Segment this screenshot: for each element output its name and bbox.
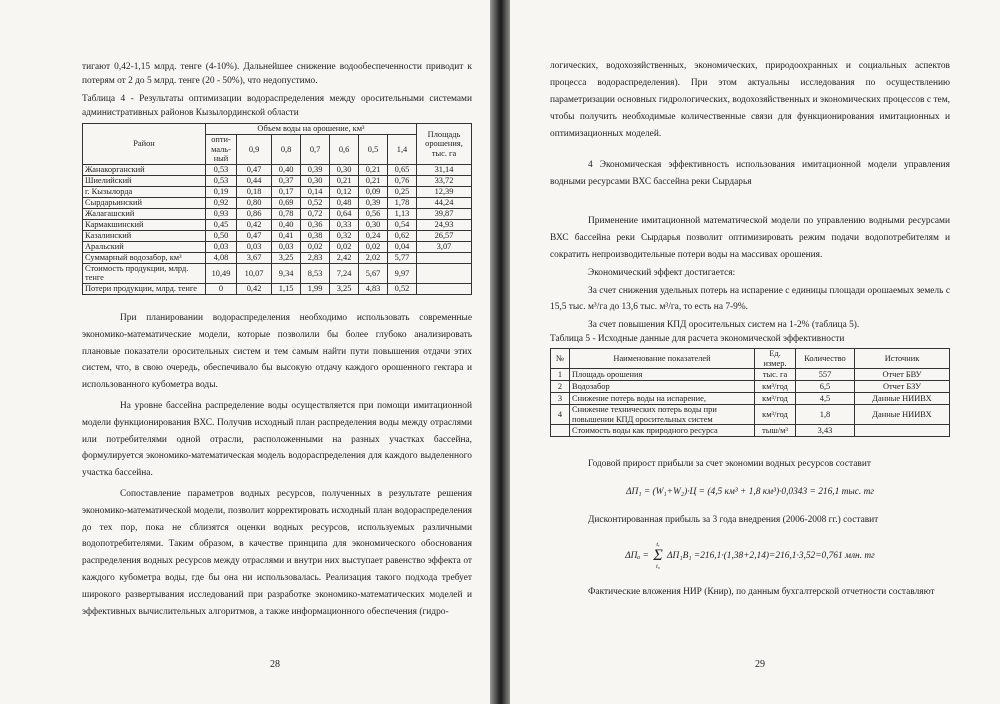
table4-cell-value: 0,47	[237, 230, 272, 241]
right-paragraph-last: Фактические вложения НИР (Книр), по данным бухгалтерской отчетности составляют	[588, 587, 935, 598]
right-paragraph-effect: Экономический эффект достигается:	[588, 268, 736, 278]
table4-cell-value: 1,99	[301, 283, 330, 294]
table4-cell-value: 4,08	[206, 252, 237, 263]
table4-cell-district: г. Кызылорда	[83, 186, 206, 197]
right-page	[510, 0, 1000, 704]
table4-cell-value: 0,38	[301, 230, 330, 241]
table4-cell-value: 0,52	[301, 197, 330, 208]
table5-cell: Снижение потерь воды на испарение,	[570, 393, 755, 405]
table5-cell: 2	[551, 381, 570, 393]
formula2-right: ΔП₁B₁ =216,1·(1,38+2,14)=216,1·3,52=0,761 млн. тг	[667, 551, 875, 562]
table4-cell-value: 39,87	[417, 208, 472, 219]
table5-header-quantity: Количество	[796, 349, 855, 369]
table4-cell-value: 3,25	[272, 252, 301, 263]
table5-cell: 1,8	[796, 405, 855, 425]
table4-cell-value: 0,03	[206, 241, 237, 252]
table5	[550, 348, 950, 437]
table4-cell-value: 2,42	[330, 252, 359, 263]
table4-cell-value: 0,19	[206, 186, 237, 197]
table4-row	[83, 263, 472, 283]
table4-cell-value	[417, 252, 472, 263]
table4-cell-value: 0,42	[237, 219, 272, 230]
table4-cell-district: Жанакорганский	[83, 164, 206, 175]
table5-cell: км³/год	[755, 381, 796, 393]
table4-cell-value: 0,50	[206, 230, 237, 241]
table5-cell: Снижение технических потерь воды при повышении КПД оросительных систем	[570, 405, 755, 425]
table4-cell-district: Стоимость продукции, млрд. тенге	[83, 263, 206, 283]
table5-cell: тыш/м³	[755, 425, 796, 437]
table4-cell-value: 0,30	[359, 219, 388, 230]
right-paragraph-reduce: За счет снижения удельных потерь на испарение с единицы площади орошаемых земель с 15,5 тыс. м³/га до 13,6 тыс. м³/га, то есть на 7-9%.	[550, 286, 950, 312]
table4-cell-value: 0,65	[388, 164, 417, 175]
table4-cell-value: 0,02	[301, 241, 330, 252]
table4-header-district: Район	[83, 124, 206, 165]
table5-cell: км³/год	[755, 393, 796, 405]
table4-cell-value: 0,12	[330, 186, 359, 197]
sum-symbol	[653, 541, 663, 571]
table5-cell	[855, 425, 950, 437]
table4-cell-value: 4,83	[359, 283, 388, 294]
left-intro-paragraph: тигают 0,42-1,15 млрд. тенге (4-10%). Дальнейшее снижение водообеспеченности приводит к потерям от 2 до 5 млрд. тенге (20 - 50%), что недопустимо.	[82, 62, 472, 86]
table5-cell: Отчет БВУ	[855, 369, 950, 381]
table4-row	[83, 208, 472, 219]
table5-cell	[551, 425, 570, 437]
table4-cell-district: Шиелийский	[83, 175, 206, 186]
table4-cell-value: 0,09	[359, 186, 388, 197]
table4-cell-value: 1,78	[388, 197, 417, 208]
table4-cell-value: 2,02	[359, 252, 388, 263]
table5-cell: 3,43	[796, 425, 855, 437]
table5-cell: 6,5	[796, 381, 855, 393]
table4-cell-value: 0,53	[206, 175, 237, 186]
table4-cell-value: 0,37	[272, 175, 301, 186]
table5-header-source: Источник	[855, 349, 950, 369]
table4-cell-value: 0,21	[359, 175, 388, 186]
table4-header-coef: 0,7	[301, 135, 330, 165]
table5-header-unit: Ед. измер.	[755, 349, 796, 369]
table4-cell-value: 0,03	[237, 241, 272, 252]
right-paragraph-kpd: За счет повышения КПД оросительных систем на 1-2% (таблица 5).	[588, 320, 860, 330]
table4-header-volume: Объем воды на орошение, км³	[206, 124, 417, 135]
section-heading: 4 Экономическая эффективность использования имитационной модели управления водными ресурсами ВХС бассейна реки Сырдарья	[550, 160, 950, 187]
table4-cell-value: 1,15	[272, 283, 301, 294]
table4-cell-district: Суммарный водозабор, км³	[83, 252, 206, 263]
table4-cell-value: 44,24	[417, 197, 472, 208]
table4-cell-value: 0,69	[272, 197, 301, 208]
table5-body	[551, 369, 950, 437]
table4-cell-value: 0,02	[330, 241, 359, 252]
table4-header-coef: 1,4	[388, 135, 417, 165]
table4-cell-value: 12,39	[417, 186, 472, 197]
table4-cell-value: 0,30	[301, 175, 330, 186]
table4-cell-value: 0,52	[388, 283, 417, 294]
table4-cell-value: 0,44	[237, 175, 272, 186]
table5-cell: 3	[551, 393, 570, 405]
table4-cell-value: 0,40	[272, 164, 301, 175]
table4-row	[83, 230, 472, 241]
table4-cell-value: 0,33	[330, 219, 359, 230]
table5-cell: Площадь орошения	[570, 369, 755, 381]
table4-row	[83, 252, 472, 263]
table4-cell-value: 0,32	[330, 230, 359, 241]
table5-cell: 1	[551, 369, 570, 381]
left-page	[0, 0, 490, 704]
table4-cell-district: Жалагашский	[83, 208, 206, 219]
table4-row	[83, 197, 472, 208]
table4-cell-value: 0,86	[237, 208, 272, 219]
table4-row	[83, 283, 472, 294]
table4-cell-value: 0,03	[272, 241, 301, 252]
table4-cell-value: 0,21	[330, 175, 359, 186]
table4-cell-value: 9,34	[272, 263, 301, 283]
table4-cell-value: 7,24	[330, 263, 359, 283]
table4-cell-value: 0,48	[330, 197, 359, 208]
table4-cell-value: 0,47	[237, 164, 272, 175]
table5-cell: 557	[796, 369, 855, 381]
formula-annual-profit: ΔП₁ = (W₁+W₂)·Ц = (4,5 км³ + 1,8 км³)·0,0343 = 216,1 тыс. тг	[625, 487, 875, 498]
table4-cell-value: 0,14	[301, 186, 330, 197]
page-number-left: 28	[270, 659, 280, 670]
table4-cell-value: 10,49	[206, 263, 237, 283]
table4-cell-value	[417, 263, 472, 283]
table5-cell: Водозабор	[570, 381, 755, 393]
table4-header-coef: 0,6	[330, 135, 359, 165]
table4-cell-district: Сырдарьинский	[83, 197, 206, 208]
left-paragraph-basin: На уровне бассейна распределение воды осуществляется при помощи имитационной модели функционирования ВХС. Получив исходный план распределения воды между отраслями или потребителями одной отрасли, расположенными на разных участках бассейна, формулируется экономико-математическая модель водораспределения для каждого выделенного участка бассейна.	[82, 400, 472, 479]
table5-row	[551, 369, 950, 381]
table4-cell-value: 3,07	[417, 241, 472, 252]
formula-discounted-profit	[550, 541, 950, 571]
table4-cell-value: 5,67	[359, 263, 388, 283]
table5-cell: км³/год	[755, 405, 796, 425]
table4-cell-value: 0,36	[301, 219, 330, 230]
table4-row	[83, 241, 472, 252]
table4-cell-value: 0,54	[388, 219, 417, 230]
table4-cell-value: 8,53	[301, 263, 330, 283]
table4-header-coef: 0,9	[237, 135, 272, 165]
table4-cell-value: 0,18	[237, 186, 272, 197]
table4-cell-value: 3,67	[237, 252, 272, 263]
table4-cell-value: 0,25	[388, 186, 417, 197]
table4-cell-district: Аральский	[83, 241, 206, 252]
table5-row	[551, 405, 950, 425]
table4-cell-value: 26,57	[417, 230, 472, 241]
table5-row	[551, 425, 950, 437]
table4-cell-value: 33,72	[417, 175, 472, 186]
table4-header-coef: 0,8	[272, 135, 301, 165]
left-paragraph-comparison: Сопоставление параметров водных ресурсов, полученных в результате решения экономико-математической модели, позволит корректировать исходный план водораспределения до тех пор, пока не сблизятся оценки водных ресурсов, используемых различными водопотребителями. Таким образом, в качестве принципа для экономического обоснования распределения водных ресурсов между отраслями и внутри них выступает равенство эффекта от каждого кубометра воды, где бы она ни использовалась. Реализация такого подхода требует широкого развертывания исследований при разработке экономико-математических моделей и эффективных вычислительных алгоритмов, а также информационного обеспечения (гидро-	[82, 488, 472, 617]
table5-cell: Отчет БЗУ	[855, 381, 950, 393]
table4-cell-value: 31,14	[417, 164, 472, 175]
left-page-content	[82, 60, 472, 620]
table5-header-number: №	[551, 349, 570, 369]
table5-cell: 4,5	[796, 393, 855, 405]
table4-cell-value: 9,97	[388, 263, 417, 283]
table4-cell-value	[417, 283, 472, 294]
table4-cell-value: 0,64	[330, 208, 359, 219]
table4-header-optimal: опти-маль-ный	[206, 135, 237, 165]
table4-cell-value: 3,25	[330, 283, 359, 294]
table4-cell-value: 0,40	[272, 219, 301, 230]
table4-caption: Таблица 4 - Результаты оптимизации водораспределения между оросительными системами административных районов Кызылординской области	[82, 94, 472, 118]
table4-cell-value: 0,72	[301, 208, 330, 219]
table5-row	[551, 393, 950, 405]
right-page-content	[550, 58, 950, 599]
table4-body	[83, 164, 472, 294]
sum-lower-limit: t₀	[656, 564, 660, 571]
table4-cell-value: 0,76	[388, 175, 417, 186]
table4-cell-value: 0,39	[359, 197, 388, 208]
table5-row	[551, 381, 950, 393]
table4-cell-value: 0,80	[237, 197, 272, 208]
table4-row	[83, 164, 472, 175]
table4-cell-value: 0,17	[272, 186, 301, 197]
table4-cell-value: 0,62	[388, 230, 417, 241]
right-paragraph-application: Применение имитационной математической модели по управлению водными ресурсами ВХС бассейна реки Сырдарья позволит оптимизировать режим подачи водопотребителям и сократить непроизводительные потери воды на массивах орошения.	[550, 216, 950, 260]
table4-header-coef: 0,5	[359, 135, 388, 165]
table4-cell-value: 0,24	[359, 230, 388, 241]
table4-cell-value: 0,53	[206, 164, 237, 175]
table4-cell-value: 0,92	[206, 197, 237, 208]
table4-cell-value: 1,13	[388, 208, 417, 219]
left-paragraph-planning: При планировании водораспределения необходимо использовать современные экономико-математические модели, которые позволили бы более глубоко анализировать плановые показатели оросительных систем и тем самым найти пути повышения отдачи этих систем, что, в свою очередь, обеспечивало бы высокую отдачу каждого орошенного гектара и использованного кубометра воды.	[82, 312, 472, 391]
table4-cell-district: Казалинский	[83, 230, 206, 241]
table5-cell: 4	[551, 405, 570, 425]
table4-cell-value: 0,02	[359, 241, 388, 252]
table4-cell-value: 10,07	[237, 263, 272, 283]
table4-cell-value: 2,83	[301, 252, 330, 263]
table5-cell: Стоимость воды как природного ресурса	[570, 425, 755, 437]
formula2-left: ΔПₐ =	[625, 551, 649, 562]
table4-cell-value: 0,42	[237, 283, 272, 294]
table4-cell-value: 24,93	[417, 219, 472, 230]
table5-cell: тыс. га	[755, 369, 796, 381]
table4-cell-district: Потери продукции, млрд. тенге	[83, 283, 206, 294]
book-gutter	[490, 0, 510, 704]
table4-cell-value: 0,41	[272, 230, 301, 241]
table4-cell-value: 0,39	[301, 164, 330, 175]
sum-upper-limit: tₑ	[656, 542, 660, 549]
table4-cell-value: 0,21	[359, 164, 388, 175]
table5-cell: Данные НИИВХ	[855, 393, 950, 405]
table4-row	[83, 186, 472, 197]
table5-caption: Таблица 5 - Исходные данные для расчета экономической эффективности	[550, 334, 845, 344]
page-number-right: 29	[755, 659, 765, 670]
table5-cell: Данные НИИВХ	[855, 405, 950, 425]
sigma-icon: Σ	[653, 547, 663, 565]
table4-cell-value: 0	[206, 283, 237, 294]
table4-cell-value: 5,77	[388, 252, 417, 263]
table4-cell-district: Кармакшинский	[83, 219, 206, 230]
right-intro-paragraph: логических, водохозяйственных, экономических, природоохранных и социальных аспектов процесса водораспределения). При этом актуальны исследования по осуществлению параметризации основных гидрологических, водохозяйственных и экономических процессов с тем, чтобы получить необходимые количественные связи для функционирования имитационных и оптимизационных моделей.	[550, 61, 950, 139]
table4	[82, 123, 472, 295]
table4-row	[83, 219, 472, 230]
table4-cell-value: 0,93	[206, 208, 237, 219]
table4-cell-value: 0,45	[206, 219, 237, 230]
table5-header-name: Наименование показателей	[570, 349, 755, 369]
table4-row	[83, 175, 472, 186]
table4-cell-value: 0,04	[388, 241, 417, 252]
table4-header-area: Площадь орошения, тыс. га	[417, 124, 472, 165]
table4-cell-value: 0,78	[272, 208, 301, 219]
right-paragraph-discount: Дисконтированная прибыль за 3 года внедрения (2006-2008 гг.) составит	[588, 515, 879, 526]
right-paragraph-profit: Годовой прирост прибыли за счет экономии водных ресурсов составит	[588, 459, 871, 470]
table4-cell-value: 0,56	[359, 208, 388, 219]
table4-cell-value: 0,30	[330, 164, 359, 175]
